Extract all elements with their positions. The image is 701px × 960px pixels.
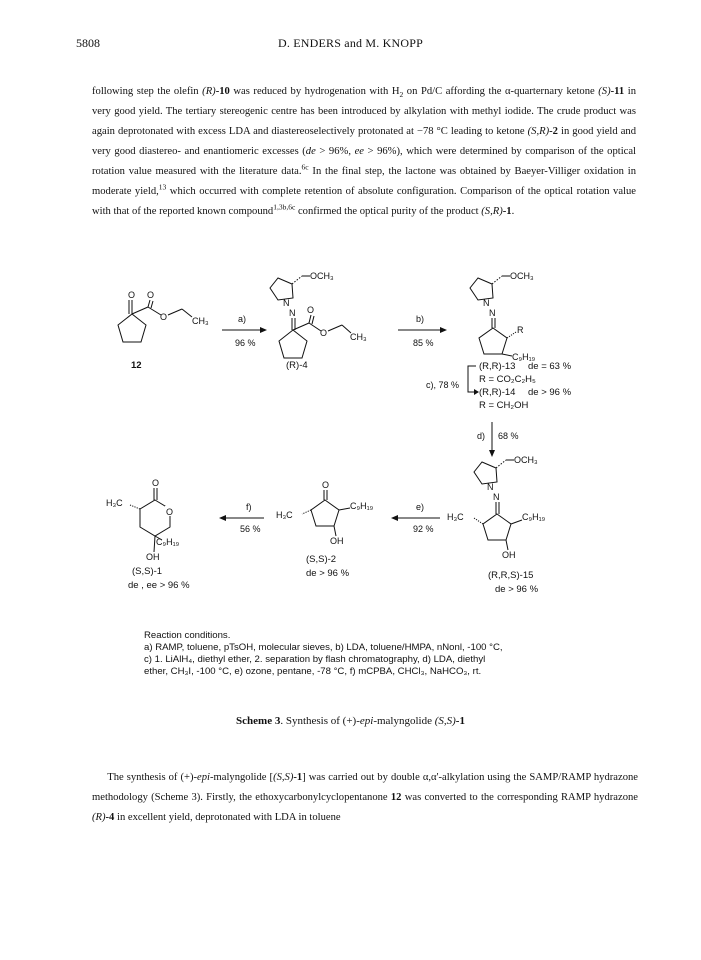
conditions-line-3: ether, CH₃I, -100 °C, e) ozone, pentane, -78 °C, f) mCPBA, CHCl₃, NaHCO₃, rt. — [144, 666, 482, 677]
step-d-yield: 68 % — [498, 431, 519, 441]
atom-n: N — [283, 298, 290, 308]
atom-o: O — [160, 312, 168, 322]
methyl-group: H₃C — [106, 498, 123, 508]
atom-o: O — [147, 290, 155, 300]
atom-o: O — [128, 290, 136, 300]
methyl-group: H₃C — [447, 512, 464, 522]
compound-label-14: (R,R)-14 — [479, 387, 516, 398]
page-number: 5808 — [76, 36, 100, 50]
nonyl-group: C₉H₁₉ — [350, 501, 374, 511]
atom-n: N — [289, 308, 296, 318]
conditions-line-1: a) RAMP, toluene, pTsOH, molecular sieves, b) LDA, toluene/HMPA, nNonl, -100 °C, — [144, 642, 503, 653]
reaction-conditions — [144, 630, 604, 678]
compound-13-r: R = CO₂C₂H₅ — [479, 374, 536, 385]
step-c-label: c), 78 % — [426, 380, 460, 390]
compound-15-de: de > 96 % — [495, 584, 539, 595]
atom-o: O — [152, 478, 160, 488]
compound-1-de-ee: de , ee > 96 % — [128, 580, 190, 591]
step-b-label: b) — [416, 314, 425, 324]
atom-o: O — [322, 480, 330, 490]
conditions-line-2: c) 1. LiAlH₄, diethyl ether, 2. separation by flash chromatography, d) LDA, diethyl — [144, 654, 486, 665]
atom-o: O — [307, 305, 315, 315]
step-a-label: a) — [238, 314, 247, 324]
compound-15-structure — [447, 455, 546, 560]
step-f-yield: 56 % — [240, 524, 261, 534]
hydroxyl-group: OH — [330, 536, 344, 546]
ring-oxygen: O — [166, 507, 174, 517]
atom-o: O — [320, 328, 328, 338]
reaction-scheme — [92, 262, 652, 612]
r-group: R — [517, 325, 524, 335]
methoxy-group: OCH₃ — [510, 271, 534, 281]
methyl-group: H₃C — [276, 510, 293, 520]
hydroxyl-group: OH — [502, 550, 516, 560]
compound-2-structure — [276, 480, 374, 546]
step-e-yield: 92 % — [413, 524, 434, 534]
compound-label-4: (R)-4 — [286, 360, 308, 371]
nonyl-group: C₉H₁₉ — [512, 352, 536, 362]
step-e-label: e) — [416, 502, 425, 512]
step-a-yield: 96 % — [235, 338, 256, 348]
compound-13-de: de = 63 % — [528, 361, 572, 372]
methoxy-group: OCH₃ — [514, 455, 538, 465]
running-head: D. ENDERS and M. KNOPP — [277, 36, 424, 50]
compound-14-r: R = CH₂OH — [479, 400, 529, 411]
compound-label-15: (R,R,S)-15 — [488, 570, 534, 581]
step-b-yield: 85 % — [413, 338, 434, 348]
compound-label-2: (S,S)-2 — [306, 554, 337, 565]
methoxy-group: OCH₃ — [310, 271, 334, 281]
compound-12-structure — [118, 290, 209, 342]
compound-1-structure — [106, 478, 180, 562]
nonyl-group: C₉H₁₉ — [156, 537, 180, 547]
atom-n: N — [487, 482, 494, 492]
atom-n: N — [483, 298, 490, 308]
methyl-group: CH₃ — [192, 316, 209, 326]
compound-2-de: de > 96 % — [306, 568, 350, 579]
compound-4-structure — [270, 271, 367, 358]
body-paragraph-1: following step the olefin (R)-10 was reduced by hydrogenation with $H_2$ on Pd/C affording the α-quarternary ketone (S)-11 in very good yield. The tertiary stereogenic centre has been introduced by alkylation with methyl iodide. The crude product was again deprotonated with excess LDA and diastereoselectively protonated at −78 °C leading to ketone (S,R)-2 in good yield and very good diastereo- and enantiomeric excesses (de > 96%, ee > 96%), which were determined by comparison of the optical rotation value measured with the literature data.$^{6c}$ In the final step, the lactone was obtained by Baeyer-Villiger oxidation in moderate yield,$^{13}$ which occurred with complete retention of absolute configuration. Comparison of the optical rotation value with that of the reported known compound$^{1,3b,6c}$ confirmed the optical purity of the product (S,R)-1. — [92, 86, 637, 217]
atom-n: N — [493, 492, 500, 502]
compound-label-1: (S,S)-1 — [132, 566, 163, 577]
compound-14-de: de > 96 % — [528, 387, 572, 398]
step-f-label: f) — [246, 502, 252, 512]
conditions-title: Reaction conditions. — [144, 630, 231, 641]
body-paragraph-2: The synthesis of (+)-epi-malyngolide [(S,S)-1] was carried out by double α,α'-alkylation using the SAMP/RAMP hydrazone methodology (Scheme 3). Firstly, the ethoxycarbonylcyclopentanone 12 was converted to the corresponding RAMP hydrazone (R)-4 in excellent yield, deprotonated with LDA in toluene — [92, 772, 638, 823]
compound-label-13: (R,R)-13 — [479, 361, 516, 372]
compound-label-12: 12 — [131, 360, 142, 371]
scheme-caption: Scheme 3. Synthesis of (+)-epi-malyngolide (S,S)-1 — [236, 715, 465, 727]
compound-13-14-structure — [470, 271, 536, 362]
nonyl-group: C₉H₁₉ — [522, 512, 546, 522]
atom-n: N — [489, 308, 496, 318]
hydroxyl-group: OH — [146, 552, 160, 562]
methyl-group: CH₃ — [350, 332, 367, 342]
step-d-label: d) — [477, 431, 486, 441]
